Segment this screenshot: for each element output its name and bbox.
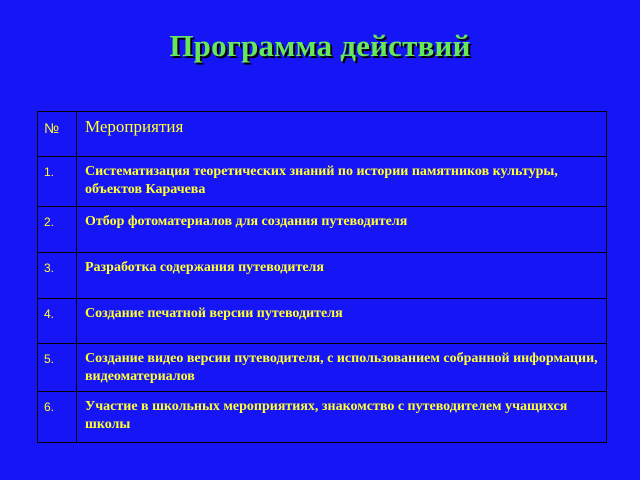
table-header-row — [38, 112, 607, 157]
row-event: Систематизация теоретических знаний по истории памятников культуры, объектов Карачева — [77, 157, 607, 207]
row-event: Отбор фотоматериалов для создания путеводителя — [77, 207, 607, 253]
number-column-header: № — [38, 112, 77, 157]
row-number: 5. — [38, 344, 77, 392]
row-number: 2. — [38, 207, 77, 253]
row-number: 3. — [38, 253, 77, 299]
row-number: 1. — [38, 157, 77, 207]
table-row — [38, 299, 607, 344]
table-row — [38, 207, 607, 253]
row-number: 6. — [38, 392, 77, 443]
row-number: 4. — [38, 299, 77, 344]
table-row — [38, 344, 607, 392]
slide-title: Программа действий — [169, 28, 471, 63]
row-event: Разработка содержания путеводителя — [77, 253, 607, 299]
row-event: Участие в школьных мероприятиях, знакомство с путеводителем учащихся школы — [77, 392, 607, 443]
table-row — [38, 392, 607, 443]
row-event: Создание печатной версии путеводителя — [77, 299, 607, 344]
event-column-header: Мероприятия — [77, 112, 607, 157]
table-row — [38, 253, 607, 299]
program-table — [37, 111, 607, 443]
table-row — [38, 157, 607, 207]
row-event: Создание видео версии путеводителя, с использованием собранной информации, видеоматериалов — [77, 344, 607, 392]
